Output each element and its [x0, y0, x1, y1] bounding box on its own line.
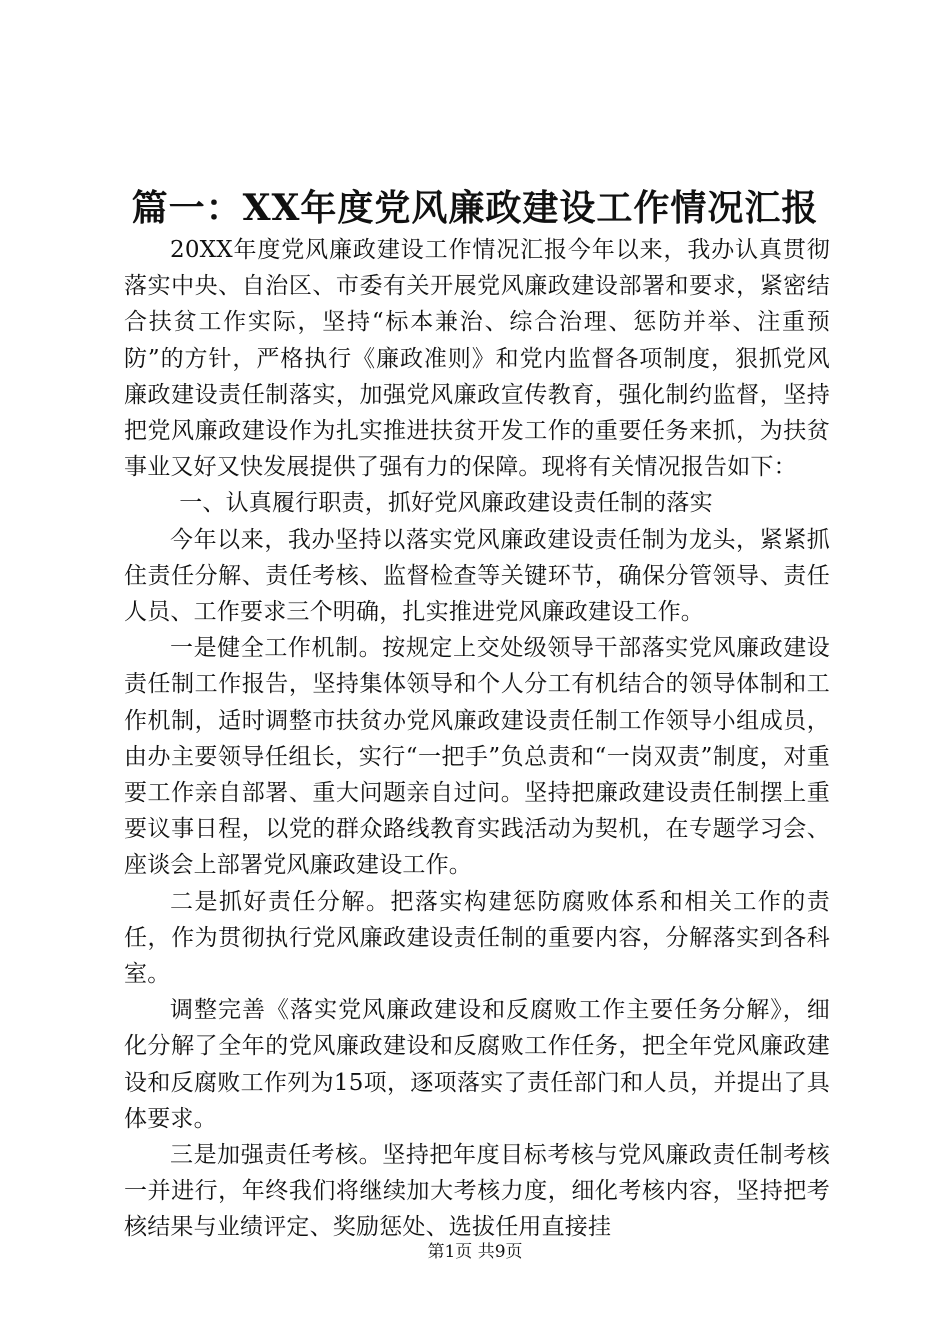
paragraph-task-adjustment: 调整完善《落实党风廉政建设和反腐败工作主要任务分解》，细化分解了全年的党风廉政建设和反腐败工作任务，把全年党风廉政建设和反腐败工作列为15项，逐项落实了责任部门和人员，并提出了具体要求。 [124, 997, 830, 1132]
section-heading-1: 一、认真履行职责，抓好党风廉政建设责任制的落实 [179, 490, 713, 517]
page-footer [0, 1240, 950, 1264]
paragraph-section-1-summary: 今年以来，我办坚持以落实党风廉政建设责任制为龙头，紧紧抓住责任分解、责任考核、监督检查等关键环节，确保分管领导、责任人员、工作要求三个明确，扎实推进党风廉政建设工作。 [124, 526, 830, 626]
page-number: 第1页 [427, 1242, 473, 1262]
paragraph-responsibility-breakdown: 二是抓好责任分解。把落实构建惩防腐败体系和相关工作的责任，作为贯彻执行党风廉政建设责任制的重要内容，分解落实到各科室。 [124, 888, 830, 988]
document-body [124, 232, 830, 1246]
paragraph-assessment: 三是加强责任考核。坚持把年度目标考核与党风廉政责任制考核一并进行，年终我们将继续加大考核力度，细化考核内容，坚持把考核结果与业绩评定、奖励惩处、选拔任用直接挂 [124, 1142, 830, 1241]
paragraph-mechanism: 一是健全工作机制。按规定上交处级领导干部落实党风廉政建设责任制工作报告，坚持集体领导和个人分工有机结合的领导体制和工作机制，适时调整市扶贫办党风廉政建设责任制工作领导小组成员，由办主要领导任组长，实行“一把手”负总责和“一岗双责”制度，对重要工作亲自部署、重大问题亲自过问。坚持把廉政建设责任制摆上重要议事日程，以党的群众路线教育实践活动为契机，在专题学习会、座谈会上部署党风廉政建设工作。 [124, 635, 830, 879]
paragraph-intro: 20XX年度党风廉政建设工作情况汇报今年以来，我办认真贯彻落实中央、自治区、市委有关开展党风廉政建设部署和要求，紧密结合扶贫工作实际，坚持“标本兼治、综合治理、惩防并举、注重预防”的方针，严格执行《廉政准则》和党内监督各项制度，狠抓党风廉政建设责任制落实，加强党风廉政宣传教育，强化制约监督，坚持把党风廉政建设作为扎实推进扶贫开发工作的重要任务来抓，为扶贫事业又好又快发展提供了强有力的保障。现将有关情况报告如下： [124, 237, 830, 481]
page-total: 共9页 [477, 1242, 523, 1262]
document-title: 篇一：XX年度党风廉政建设工作情况汇报 [131, 187, 819, 229]
